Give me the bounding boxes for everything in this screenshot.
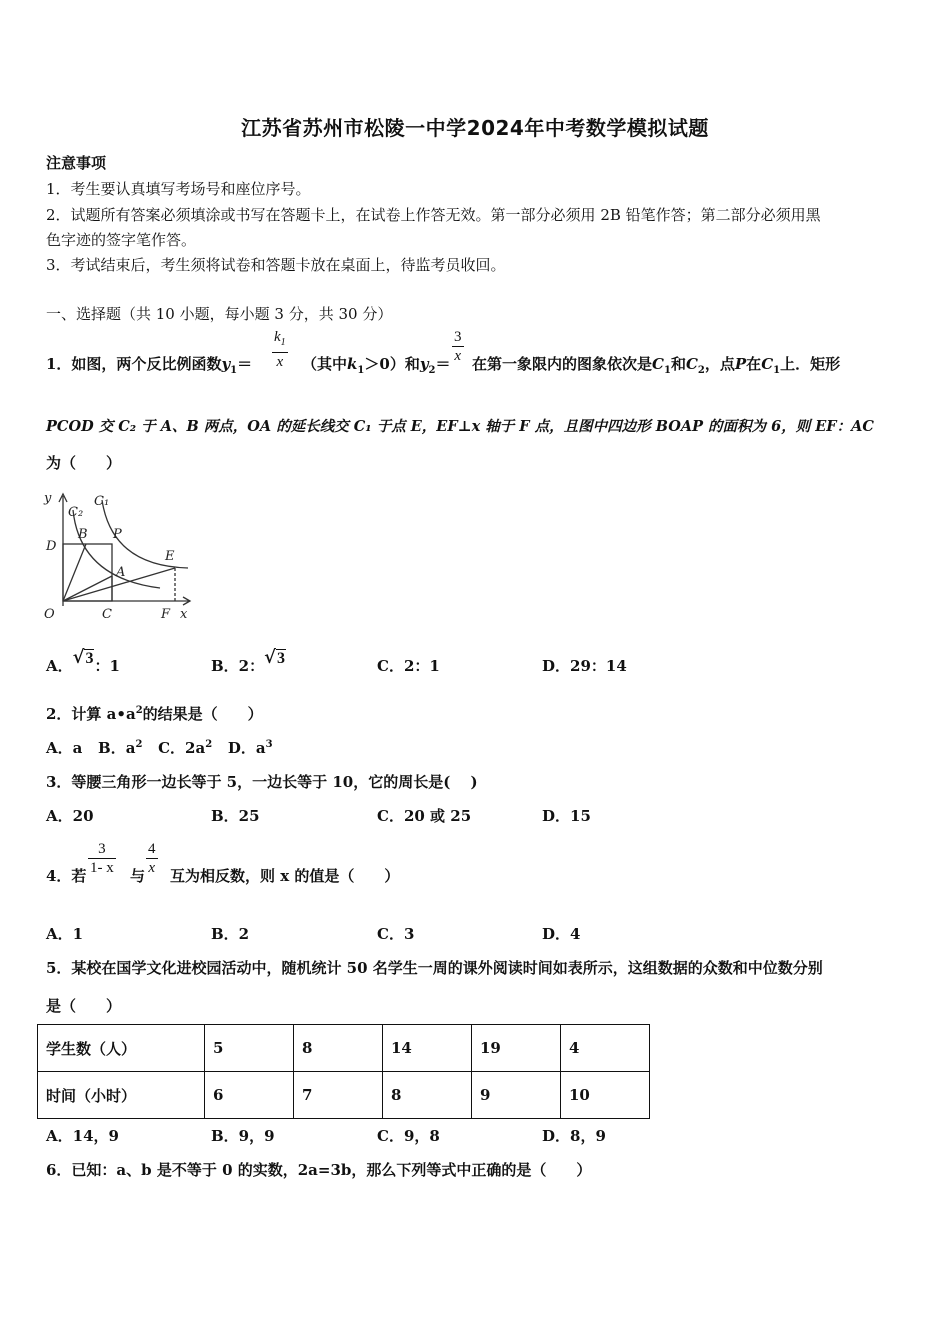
q2-option-b: B．$a^2$ — [98, 739, 143, 757]
notice-item-3: 3．考试结束后，考生须将试卷和答题卡放在桌面上，待监考员收回。 — [46, 256, 506, 274]
q3-option-c: C．20 或 25 — [377, 807, 472, 825]
q1-option-c: C．2：1 — [377, 657, 440, 675]
label-d: D — [46, 539, 57, 554]
q4-stem-start: 4．若 — [46, 867, 87, 885]
table-cell: 10 — [561, 1072, 650, 1119]
q5-stem-line1: 5．某校在国学文化进校园活动中，随机统计 50 名学生一周的课外阅读时间如表所示，这组数据的众数和中位数分别 — [46, 959, 823, 977]
label-x: x — [180, 607, 188, 622]
q2-options — [46, 737, 273, 758]
table-row — [38, 1025, 650, 1072]
table-cell: 7 — [294, 1072, 383, 1119]
table-cell: 学生数（人） — [38, 1025, 205, 1072]
table-cell: 5 — [205, 1025, 294, 1072]
q1-fraction-k1-over-x: $\frac{k_1}{x}$ — [274, 329, 286, 370]
q1-stem: 1．如图，两个反比例函数$y_1=$ — [46, 355, 253, 376]
q1-option-b: B．2：√3 — [211, 647, 285, 675]
label-e: E — [165, 549, 175, 564]
label-c1: C₁ — [94, 494, 110, 509]
q1-option-a: A．√3：1 — [46, 647, 120, 675]
label-b: B — [78, 527, 88, 542]
q6-stem: 6．已知：a、b 是不等于 0 的实数，2a=3b，那么下列等式中正确的是（ ） — [46, 1161, 592, 1179]
q4-fraction-4-over-x: $\frac{4}{x}$ — [148, 841, 156, 876]
table-cell: 6 — [205, 1072, 294, 1119]
q5-option-d: D．8，9 — [542, 1127, 606, 1145]
section-heading: 一、选择题（共 10 小题，每小题 3 分，共 30 分） — [46, 305, 393, 323]
q2-option-d: D．$a^3$ — [227, 739, 273, 757]
table-cell: 8 — [383, 1072, 472, 1119]
q5-option-c: C．9，8 — [377, 1127, 440, 1145]
q4-stem-end: 互为相反数，则 x 的值是（ ） — [170, 867, 400, 885]
q4-option-a: A．1 — [46, 925, 84, 943]
q2-stem: 2．计算 $a•a^2$的结果是（ ） — [46, 705, 263, 723]
q5-option-a: A．14，9 — [46, 1127, 119, 1145]
q4-fraction-3-over-1-minus-x: $\frac{3}{1- x}$ — [90, 841, 114, 876]
q4-option-d: D．4 — [542, 925, 581, 943]
q1-figure — [40, 488, 200, 623]
q4-option-c: C．3 — [377, 925, 415, 943]
table-cell: 时间（小时） — [38, 1072, 205, 1119]
q1-option-d: D．29：14 — [542, 657, 627, 675]
q2-option-c: C．$2a^2$ — [158, 739, 213, 757]
label-c2: C₂ — [68, 505, 84, 520]
q5-option-b: B．9，9 — [211, 1127, 275, 1145]
q3-option-a: A．20 — [46, 807, 94, 825]
q5-data-table — [37, 1024, 650, 1119]
notice-heading: 注意事项 — [46, 154, 107, 172]
notice-item-1: 1．考生要认真填写考场号和座位序号。 — [46, 180, 311, 198]
q3-stem: 3．等腰三角形一边长等于 5，一边长等于 10，它的周长是( ) — [46, 773, 478, 791]
label-a: A — [116, 565, 126, 580]
q4-stem-and: 与 — [130, 867, 146, 885]
table-cell: 4 — [561, 1025, 650, 1072]
q1-stem-line3: 为（ ） — [46, 454, 122, 472]
q1-fraction-3-over-x: $\frac{3}{x}$ — [454, 329, 462, 364]
q2-option-a: A．a — [46, 739, 83, 757]
page-title: 江苏省苏州市松陵一中学2024年中考数学模拟试题 — [241, 116, 709, 140]
q3-option-d: D．15 — [542, 807, 591, 825]
q1-stem-mid: （其中$k_1>0$）和$y_2=$ — [302, 355, 451, 376]
label-p: P — [113, 527, 122, 542]
q3-option-b: B．25 — [211, 807, 260, 825]
line-ob — [63, 544, 86, 601]
notice-item-2-cont: 色字迹的签字笔作答。 — [46, 231, 197, 249]
q1-stem-line2: PCOD 交 C₂ 于 A、B 两点，OA 的延长线交 C₁ 于点 E，EF⊥x 轴于 F 点，且图中四边形 BOAP 的面积为 6，则 EF：AC — [46, 418, 874, 435]
table-cell: 14 — [383, 1025, 472, 1072]
q1-stem-end: 在第一象限内的图象依次是$C_1$和$C_2$，点P在$C_1$上．矩形 — [472, 355, 841, 376]
label-c: C — [102, 607, 112, 622]
table-cell: 19 — [472, 1025, 561, 1072]
table-row — [38, 1072, 650, 1119]
label-f: F — [161, 607, 171, 622]
q5-stem-line2: 是（ ） — [46, 997, 122, 1015]
q4-option-b: B．2 — [211, 925, 250, 943]
table-cell: 8 — [294, 1025, 383, 1072]
notice-item-2: 2．试题所有答案必须填涂或书写在答题卡上，在试卷上作答无效。第一部分必须用 2B 铅笔作答；第二部分必须用黑 — [46, 206, 821, 224]
label-o: O — [44, 607, 55, 622]
table-cell: 9 — [472, 1072, 561, 1119]
label-y: y — [44, 491, 52, 506]
